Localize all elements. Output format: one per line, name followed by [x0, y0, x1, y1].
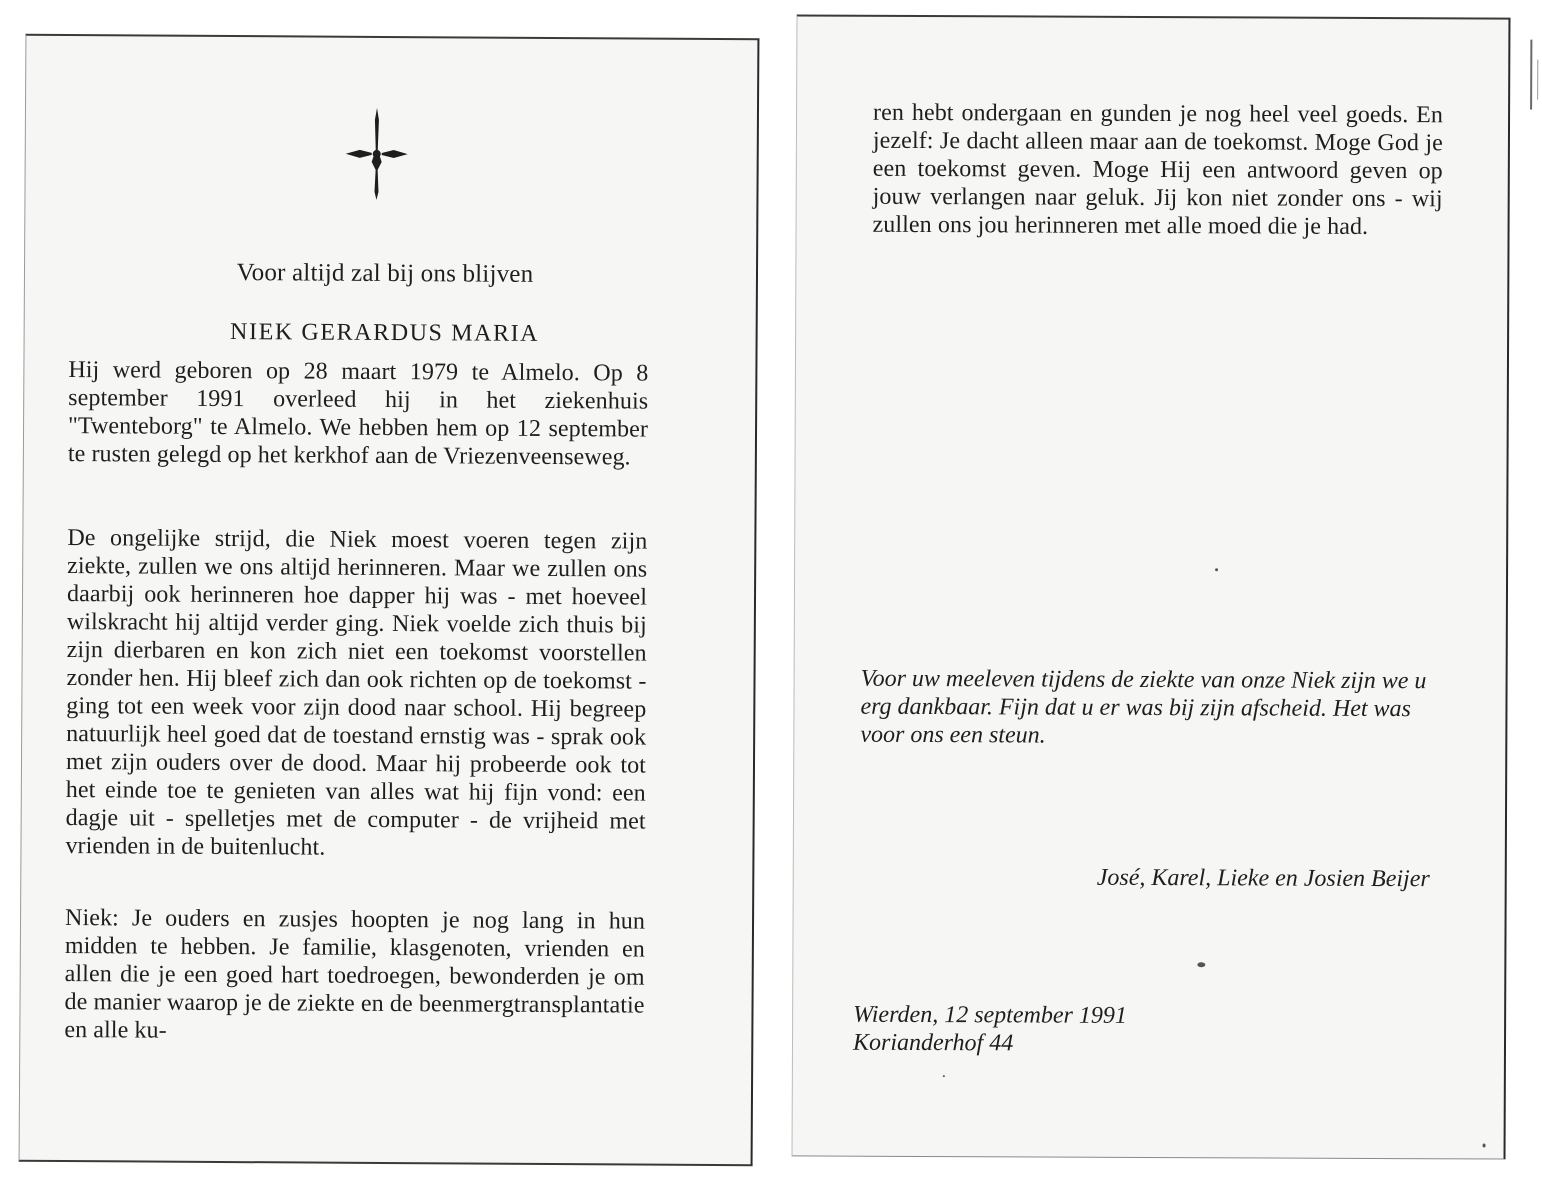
cross-icon — [341, 106, 412, 202]
memorial-card-right-page — [792, 14, 1511, 1159]
scan-speck — [1197, 962, 1205, 967]
biography-paragraph: Hij werd geboren op 28 maart 1979 te Almelo. Op 8 september 1991 overleed hij in het ziekenhuis "Twenteborg" te Almelo. We hebben hem op 12 september te rusten gelegd op het kerkhof aan de Vriezenveenseweg. — [67, 357, 649, 471]
remembrance-paragraph: De ongelijke strijd, die Niek moest voeren tegen zijn ziekte, zullen we ons altijd herinneren. Maar we zullen ons daarbij ook herinneren hoe dapper hij was - met hoeveel wilskracht hij altijd verder ging. Niek voelde zich thuis bij zijn dierbaren en kon zich niet een toekomst voorstellen zonder hen. Hij bleef zich dan ook richten op de toekomst - ging tot een week voor zijn dood naar school. Hij begreep natuurlijk heel goed dat de toestand ernstig was - sprak ook met zijn ouders over de dood. Maar hij probeerde ook tot het einde toe te genieten van alles wat hij fijn vond: een dagje uit - spelletjes met de computer - de vrijheid met vrienden in de buitenlucht. — [65, 525, 648, 861]
continuation-paragraph: ren hebt ondergaan en gunden je nog heel veel goeds. En jezelf: Je dacht alleen maar aan de toekomst. Moge God je een toekomst geven. Moge Hij een antwoord geven op jouw verlangen naar geluk. Jij kon niet zonder ons - wij zullen ons jou herinneren met alle moed die je had. — [872, 99, 1444, 240]
address-to-niek-paragraph: Niek: Je ouders en zusjes hoopten je nog lang in hun midden te hebben. Je familie, klasgenoten, vrienden en allen die je een goed hart toedroegen, bewonderden je om de manier waarop je de ziekte en de beenmergtransplantatie en alle ku- — [64, 905, 646, 1044]
scan-speck — [943, 1075, 945, 1077]
family-address: Korianderhof 44 — [852, 1029, 1014, 1057]
family-signature: José, Karel, Lieke en Josien Beijer — [1096, 864, 1430, 893]
dedication-text: Voor altijd zal bij ons blijven — [236, 259, 534, 288]
thank-you-text: Voor uw meeleven tijdens de ziekte van onze Niek zijn we u erg dankbaar. Fijn dat u er was bij zijn afscheid. Het was voor ons een steun. — [860, 665, 1427, 749]
page-edge — [1537, 60, 1538, 100]
scan-speck — [1483, 1143, 1486, 1147]
memorial-card-left-page — [19, 34, 760, 1166]
page-edge — [1530, 40, 1532, 110]
deceased-name: NIEK GERARDUS MARIA — [230, 319, 540, 347]
place-and-date: Wierden, 12 september 1991 — [853, 1001, 1127, 1029]
scan-speck — [1215, 568, 1218, 571]
